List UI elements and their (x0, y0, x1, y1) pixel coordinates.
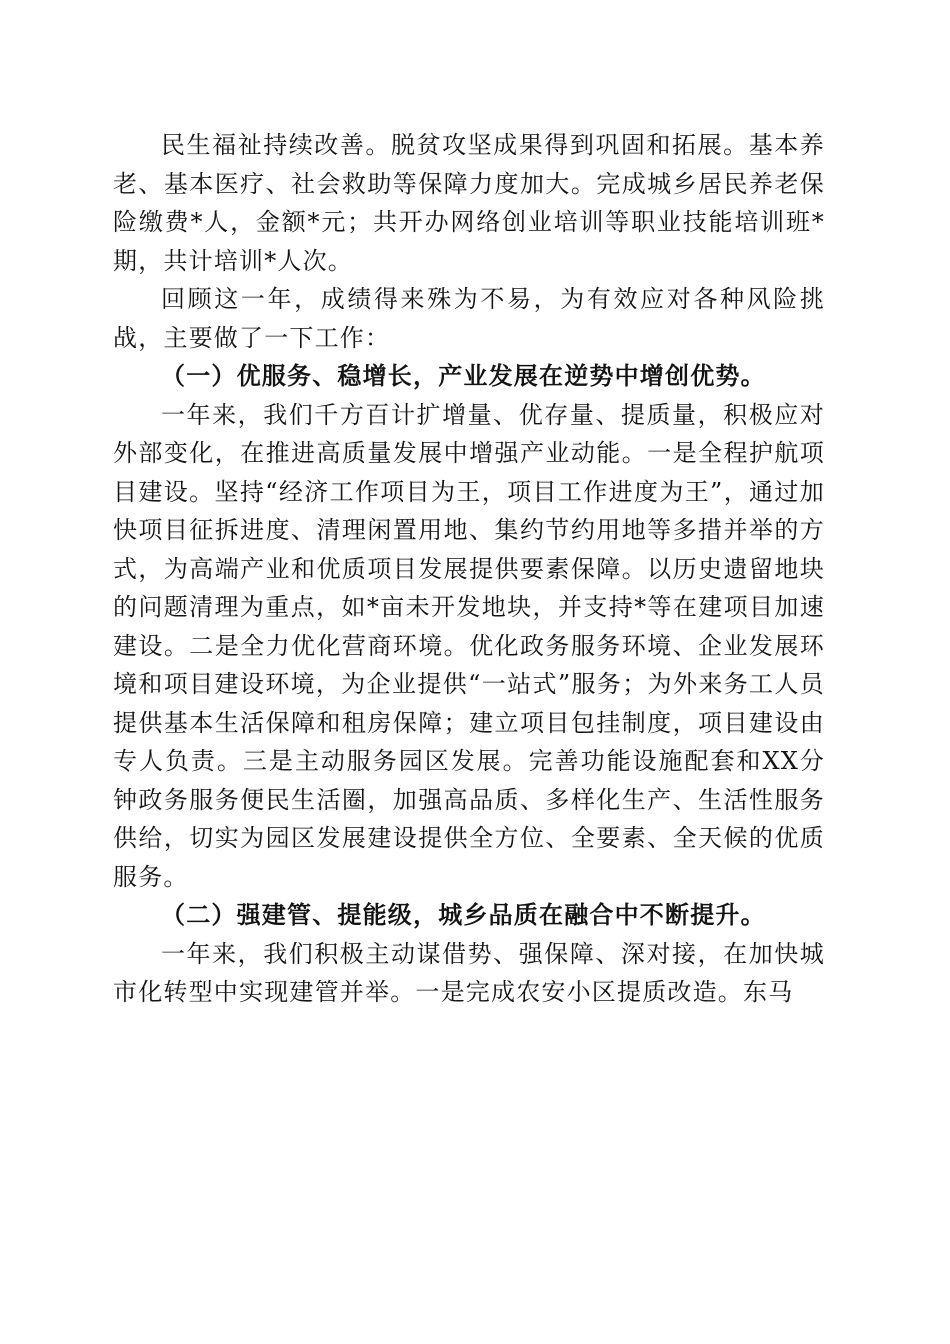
document-body (113, 126, 825, 1012)
paragraph-industry: 一年来，我们千方百计扩增量、优存量、提质量，积极应对外部变化，在推进高质量发展中增强产业动能。一是全程护航项目建设。坚持“经济工作项目为王，项目工作进度为王”，通过加快项目征拆进度、清理闲置用地、集约节约用地等多措并举的方式，为高端产业和优质项目发展提供要素保障。以历史遗留地块的问题清理为重点，如*亩未开发地块，并支持*等在建项目加速建设。二是全力优化营商环境。优化政务服务环境、企业发展环境和项目建设环境，为企业提供“一站式”服务；为外来务工人员提供基本生活保障和租房保障；建立项目包挂制度，项目建设由专人负责。三是主动服务园区发展。完善功能设施配套和XX分钟政务服务便民生活圈，加强高品质、多样化生产、生活性服务供给，切实为园区发展建设提供全方位、全要素、全天候的优质服务。 (113, 400, 825, 891)
section-heading-2: （二）强建管、提能级，城乡品质在融合中不断提升。 (161, 900, 766, 929)
paragraph-review: 回顾这一年，成绩得来殊为不易，为有效应对各种风险挑战，主要做了一下工作： (113, 285, 825, 352)
paragraph-livelihood: 民生福祉持续改善。脱贫攻坚成果得到巩固和拓展。基本养老、基本医疗、社会救助等保障力度加大。完成城乡居民养老保险缴费*人，金额*元；共开办网络创业培训等职业技能培训班*期，共计培训*人次。 (113, 131, 825, 275)
paragraph-urban: 一年来，我们积极主动谋借势、强保障、深对接，在加快城市化转型中实现建管并举。一是完成农安小区提质改造。东马 (113, 939, 825, 1006)
section-heading-1: （一）优服务、稳增长，产业发展在逆势中增创优势。 (161, 361, 766, 390)
